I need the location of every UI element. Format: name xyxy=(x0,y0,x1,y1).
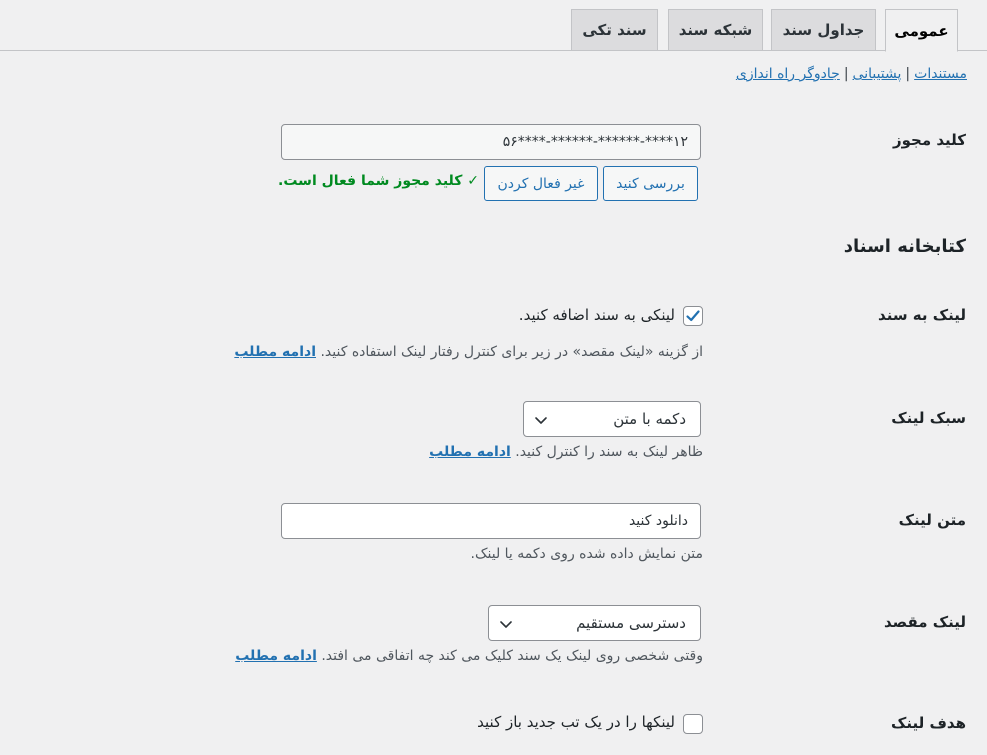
tab-document-grid[interactable]: شبکه سند xyxy=(668,9,763,51)
link-target-checkbox-label: لینکها را در یک تب جدید باز کنید xyxy=(477,713,675,731)
link-destination-description xyxy=(235,648,703,664)
tab-document-tables[interactable]: جداول سند xyxy=(771,9,876,51)
link-text-description: متن نمایش داده شده روی دکمه یا لینک. xyxy=(470,546,703,562)
tab-single-document[interactable]: سند تکی xyxy=(571,9,658,51)
link-destination-help-text: وقتی شخصی روی لینک یک سند کلیک می کند چه اتفاقی می افتد. xyxy=(321,648,703,664)
link-style-select[interactable] xyxy=(523,401,701,437)
tab-general[interactable]: عمومی xyxy=(885,9,958,52)
support-link[interactable]: پشتیبانی xyxy=(852,66,902,82)
license-key-label: کلید مجوز xyxy=(893,131,966,149)
link-to-doc-label: لینک به سند xyxy=(878,306,966,324)
link-text-input[interactable]: دانلود کنید xyxy=(281,503,701,539)
read-more-link[interactable]: ادامه مطلب xyxy=(234,344,316,360)
license-status-text: کلید مجوز شما فعال است. xyxy=(278,173,463,189)
link-destination-select[interactable] xyxy=(488,605,701,641)
help-links xyxy=(736,66,967,82)
link-target-checkbox[interactable] xyxy=(683,714,703,734)
setup-wizard-link[interactable]: جادوگر راه اندازی xyxy=(735,66,840,82)
link-destination-label: لینک مقصد xyxy=(884,613,966,631)
read-more-link[interactable]: ادامه مطلب xyxy=(235,648,317,664)
section-title: کتابخانه اسناد xyxy=(843,236,966,257)
link-to-doc-description xyxy=(234,344,703,360)
link-target-label: هدف لینک xyxy=(891,714,966,732)
read-more-link[interactable]: ادامه مطلب xyxy=(429,444,511,460)
settings-tabs xyxy=(0,0,987,51)
link-style-help-text: ظاهر لینک به سند را کنترل کنید. xyxy=(515,444,703,460)
license-status xyxy=(278,173,479,189)
link-text-label: متن لینک xyxy=(898,511,966,529)
chevron-down-icon xyxy=(499,617,513,631)
check-icon: ✓ xyxy=(467,173,479,189)
link-to-doc-help-text: از گزینه «لینک مقصد» در زیر برای کنترل رفتار لینک استفاده کنید. xyxy=(320,344,703,360)
link-separator: | xyxy=(905,66,911,82)
link-separator: | xyxy=(843,66,849,82)
link-destination-selected: دسترسی مستقیم xyxy=(576,614,686,632)
license-key-field[interactable]: ۱۲****-******-******-****۵۶ xyxy=(281,124,701,160)
chevron-down-icon xyxy=(534,413,548,427)
checkmark-icon xyxy=(685,308,701,324)
link-to-doc-checkbox-label: لینکی به سند اضافه کنید. xyxy=(518,306,675,324)
check-license-button[interactable]: بررسی کنید xyxy=(603,166,698,201)
link-style-selected: دکمه با متن xyxy=(613,410,686,428)
link-style-label: سبک لینک xyxy=(891,409,966,427)
link-style-description xyxy=(429,444,703,460)
docs-link[interactable]: مستندات xyxy=(914,66,967,82)
link-to-doc-checkbox[interactable] xyxy=(683,306,703,326)
deactivate-license-button[interactable]: غیر فعال کردن xyxy=(484,166,598,201)
